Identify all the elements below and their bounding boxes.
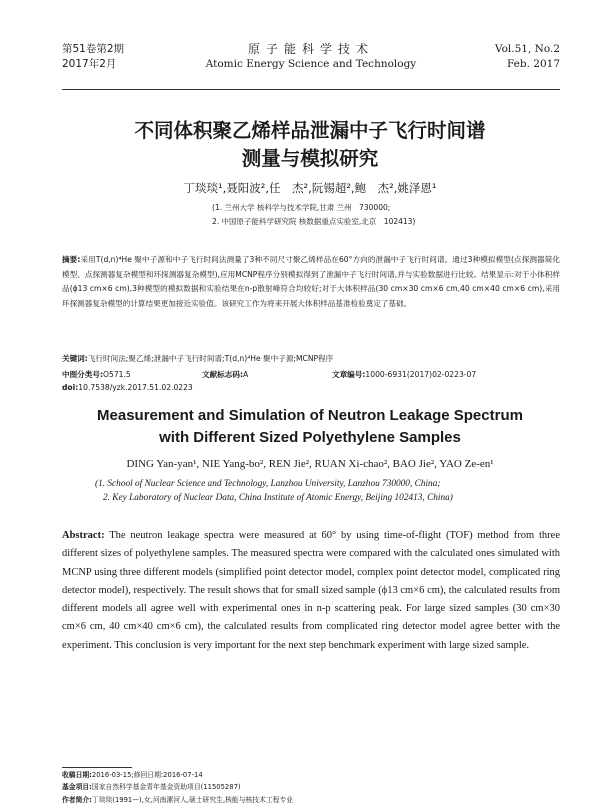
english-title-line1: Measurement and Simulation of Neutron Leakage Spectrum [97, 407, 523, 424]
chinese-abstract-text: 采用T(d,n)⁴He 聚中子源和中子飞行时间法测量了3种不同尺寸聚乙烯样品在60°方向的泄漏中子飞行时间谱。通过3种模拟模型(点探测器简化模型、点探测器复杂模型和环探测器复杂模型),应用MCNP程序分别模拟得到了泄漏中子飞行时间谱,并与实验数据进行比较。结果显示:对于小体积样品(ϕ13 cm×6 cm),3种模型的模拟数据和实验结果在n-p散射峰符合均较好;对于大体积样品(30 cm×30 cm×6 cm,40 cm×40 cm×6 cm),采用环探测器复杂模型的计算结果更加接近实验值。该研究工作为将来开展大体积样品基准检验奠定了基础。 [62, 255, 561, 308]
footnote-fund [62, 781, 560, 793]
received-value: 2016-03-15;修回日期:2016-07-14 [91, 771, 203, 779]
doc-code-field [202, 367, 248, 382]
english-title-line2: with Different Sized Polyethylene Samples [159, 429, 461, 446]
chinese-affiliation-2: 2. 中国原子能科学研究院 核数据重点实验室,北京 102413) [212, 217, 416, 226]
english-abstract-label: Abstract: [62, 530, 105, 541]
running-header [62, 42, 560, 86]
chinese-title-line2: 测量与模拟研究 [241, 147, 379, 170]
journal-name-cn: 原子能科学技术 [247, 42, 374, 56]
author-bio-value: 丁琰琰(1991—),女,河南漯河人,硕士研究生,核能与核技术工程专业 [91, 795, 294, 804]
header-center [62, 42, 560, 72]
journal-name-en: Atomic Energy Science and Technology [205, 58, 417, 70]
article-number-label: 文章编号: [332, 370, 366, 379]
doi-value: 10.7538/yzk.2017.51.02.0223 [78, 383, 193, 392]
fund-value: 国家自然科学基金青年基金资助项目(11505287) [91, 783, 241, 792]
clc-label: 中图分类号: [62, 370, 104, 379]
volume-issue-cn: 第51卷第2期 [62, 43, 125, 55]
english-title [60, 405, 560, 449]
footnotes [62, 769, 560, 806]
author-bio-label: 作者简介: [62, 795, 92, 804]
classification-row [62, 367, 560, 382]
english-abstract [62, 527, 560, 655]
header-right [495, 42, 560, 72]
footnote-received [62, 769, 560, 781]
doc-code-value: A [243, 370, 249, 379]
clc-value: O571.5 [103, 370, 131, 379]
english-affiliation-1: (1. School of Nuclear Science and Technology, Lanzhou University, Lanzhou 730000, China; [95, 479, 441, 489]
article-number-field [332, 367, 476, 382]
doc-code-label: 文献标志码: [202, 370, 244, 379]
footnote-author [62, 794, 560, 806]
article-number-value: 1000-6931(2017)02-0223-07 [365, 370, 477, 379]
chinese-title [60, 117, 560, 173]
footnote-rule [62, 767, 132, 768]
date-en: Feb. 2017 [506, 58, 560, 70]
english-affiliations [95, 477, 453, 505]
doi-line [62, 381, 560, 396]
english-authors: DING Yan-yan¹, NIE Yang-bo², REN Jie², RUAN Xi-chao², BAO Jie², YAO Ze-en¹ [126, 458, 494, 470]
header-rule [62, 89, 560, 90]
date-cn: 2017年2月 [62, 58, 117, 70]
chinese-affiliation-1: (1. 兰州大学 核科学与技术学院,甘肃 兰州 730000; [212, 203, 391, 212]
english-affiliation-2: 2. Key Laboratory of Nuclear Data, China Institute of Atomic Energy, Beijing 102413, China) [103, 493, 453, 503]
doi-label: doi: [62, 383, 79, 392]
chinese-affiliations [212, 201, 415, 229]
chinese-abstract [62, 253, 560, 311]
chinese-abstract-label: 摘要: [62, 255, 81, 264]
volume-issue-en: Vol.51, No.2 [494, 43, 560, 55]
chinese-authors: 丁琰琰¹,聂阳波²,任 杰²,阮锡超²,鲍 杰²,姚泽恩¹ [183, 181, 437, 195]
chinese-title-line1: 不同体积聚乙烯样品泄漏中子飞行时间谱 [134, 119, 486, 142]
received-label: 收稿日期: [62, 771, 92, 779]
keywords-text: 飞行时间法;聚乙烯;泄漏中子飞行时间谱;T(d,n)⁴He 聚中子源;MCNP程序 [87, 354, 334, 363]
clc-field [62, 367, 131, 382]
fund-label: 基金项目: [62, 783, 92, 792]
keywords-label: 关键词: [62, 354, 88, 363]
english-abstract-text: The neutron leakage spectra were measured at 60° by using time-of-flight (TOF) method from three different sizes of polyethylene samples. The measured spectra were compared with the calculated ones simulated with MCNP using three different models (simplified point detector model, complex point detector model, complicated ring detector model), respectively. The result shows that for small sized sample (ϕ13 cm×6 cm), the calculated results from different models all agree well with experimental ones in n-p scattering peak. For large sized samples (30 cm×30 cm×6 cm, 40 cm×40 cm×6 cm), the calculated results from complicated ring detector model agree better with the experiment. This conclusion is very important for the next step benchmark experiment with large sized sample. [62, 530, 561, 651]
chinese-keywords [62, 352, 560, 367]
